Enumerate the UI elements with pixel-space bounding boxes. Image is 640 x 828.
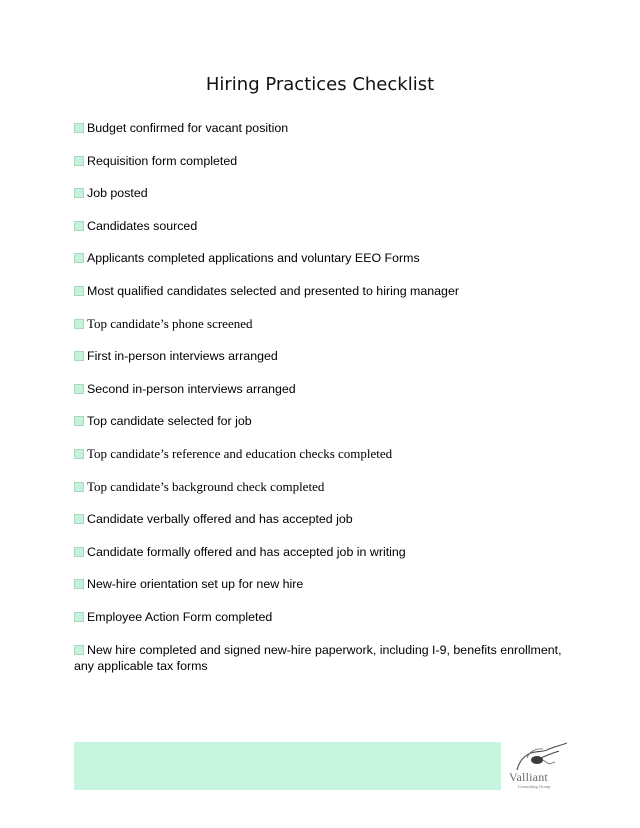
list-item — [74, 316, 564, 349]
list-item — [74, 250, 564, 283]
list-item-label: Job posted — [87, 186, 148, 201]
list-item-label: Candidate verbally offered and has accepted job — [87, 512, 353, 527]
list-item-label: Budget confirmed for vacant position — [87, 121, 289, 135]
list-item-label: Second in-person interviews arranged — [87, 381, 296, 396]
list-item-label: Top candidate’s background check completed — [87, 478, 325, 494]
list-item — [74, 218, 564, 251]
list-item — [74, 479, 564, 512]
checkbox[interactable] — [74, 253, 84, 263]
list-item-label: First in-person interviews arranged — [87, 349, 278, 364]
list-item-label: Requisition form completed — [87, 153, 238, 168]
list-item-label: Top candidate selected for job — [87, 414, 252, 429]
logo-wordmark: Valliant — [509, 770, 548, 784]
logo-subtitle: Consulting Group — [518, 784, 551, 789]
list-item-label: New-hire orientation set up for new hire — [87, 577, 304, 592]
list-item — [74, 185, 564, 218]
checkbox[interactable] — [74, 319, 84, 329]
valliant-logo — [505, 740, 571, 796]
list-item — [74, 120, 564, 153]
list-item-label: Candidates sourced — [87, 218, 198, 233]
list-item — [74, 511, 564, 544]
checkbox[interactable] — [74, 645, 84, 655]
checkbox[interactable] — [74, 286, 84, 296]
heron-logo-icon — [513, 740, 569, 772]
checklist — [74, 120, 564, 674]
list-item — [74, 381, 564, 414]
list-item-label: Most qualified candidates selected and presented to hiring manager — [87, 283, 459, 298]
list-item — [74, 576, 564, 609]
checkbox[interactable] — [74, 123, 84, 133]
list-item — [74, 153, 564, 186]
list-item-label: Applicants completed applications and voluntary EEO Forms — [87, 251, 420, 266]
list-item-label: Top candidate’s reference and education checks completed — [87, 445, 393, 461]
list-item — [74, 348, 564, 381]
checkbox[interactable] — [74, 612, 84, 622]
checkbox[interactable] — [74, 351, 84, 361]
checkbox[interactable] — [74, 156, 84, 166]
page-title: Hiring Practices Checklist — [205, 74, 435, 95]
list-item-label: New hire completed and signed new-hire paperwork, including I-9, benefits enrollment, any applicable tax forms — [74, 642, 562, 673]
footer-band — [74, 742, 501, 790]
list-item — [74, 544, 564, 577]
checkbox[interactable] — [74, 384, 84, 394]
list-item — [74, 609, 564, 642]
checkbox[interactable] — [74, 221, 84, 231]
checkbox[interactable] — [74, 547, 84, 557]
checkbox[interactable] — [74, 416, 84, 426]
list-item — [74, 642, 564, 674]
list-item — [74, 446, 564, 479]
list-item-label: Candidate formally offered and has accepted job in writing — [87, 544, 406, 559]
checkbox[interactable] — [74, 579, 84, 589]
list-item — [74, 413, 564, 446]
checkbox[interactable] — [74, 188, 84, 198]
checkbox[interactable] — [74, 449, 84, 459]
list-item — [74, 283, 564, 316]
list-item-label: Employee Action Form completed — [87, 609, 273, 624]
checkbox[interactable] — [74, 482, 84, 492]
checkbox[interactable] — [74, 514, 84, 524]
list-item-label: Top candidate’s phone screened — [87, 315, 253, 331]
